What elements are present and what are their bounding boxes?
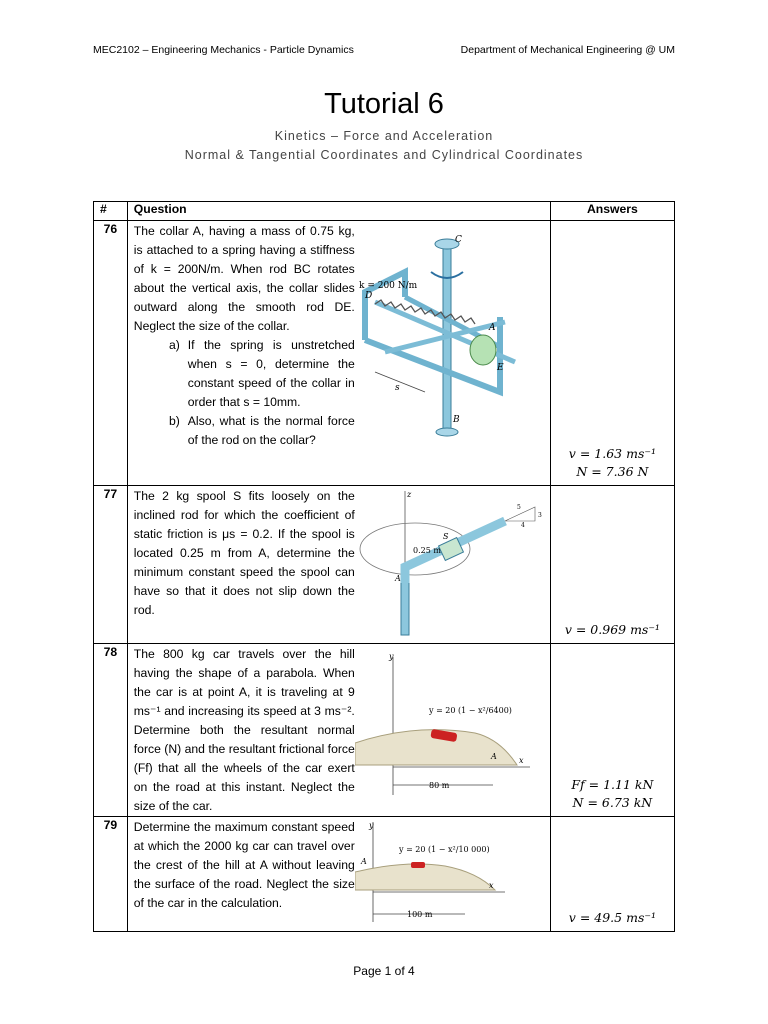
answer-friction-force: Ff = 1.11 kN bbox=[571, 777, 654, 792]
answer-speed: v = 1.63 ms⁻¹ bbox=[568, 446, 656, 461]
bottom-cap bbox=[436, 428, 458, 436]
sub-question bbox=[134, 336, 355, 412]
question-text: The collar A, having a mass of 0.75 kg, is attached to a spring having a stiffness of k = 200N/m. When rod BC rotates about the vertical axis, the collar slides outward along the smooth rod DE. Neglect the size of the collar. bbox=[133, 224, 355, 333]
curve-equation: y = 20 (1 − x²/10 000) bbox=[398, 845, 490, 854]
header-department: Department of Mechanical Engineering @ UM bbox=[460, 44, 675, 56]
question-number: 78 bbox=[94, 644, 128, 817]
table-row bbox=[94, 644, 675, 817]
sub-question bbox=[134, 412, 355, 450]
label-a: A bbox=[490, 752, 497, 761]
sub-question-text: If the spring is unstretched when s = 0, determine the constant speed of the collar in order that s = 10mm. bbox=[187, 338, 355, 409]
answer-speed: v = 49.5 ms⁻¹ bbox=[568, 910, 656, 925]
hill-crest-diagram bbox=[355, 818, 545, 928]
collar bbox=[470, 335, 496, 365]
parabola-hill-diagram bbox=[355, 645, 545, 810]
hill bbox=[355, 864, 495, 890]
car bbox=[411, 862, 425, 868]
label-s: S bbox=[442, 532, 449, 541]
label-four: 4 bbox=[520, 522, 525, 529]
s-dimension bbox=[375, 372, 425, 392]
subtitle-kinetics: Kinetics – Force and Acceleration bbox=[274, 129, 494, 143]
question-text: Determine the maximum constant speed at which the 2000 kg car can travel over the crest of the hill at A without leaving the surface of the road. Neglect the size of the car in the calculation. bbox=[133, 820, 355, 910]
header-answers: Answers bbox=[550, 202, 674, 221]
label-a: A bbox=[360, 857, 367, 866]
vertical-rod bbox=[401, 579, 409, 635]
label-d: D bbox=[364, 291, 372, 301]
spool-figure bbox=[355, 487, 545, 640]
page-footer: Page 1 of 4 bbox=[353, 964, 415, 978]
question-text: The 800 kg car travels over the hill having the shape of a parabola. When the car is at point A, it is traveling at 9 ms⁻¹ and increasing its speed at 3 ms⁻². Determine both the resultant normal force (N) and the resultant frictional force (Ff) that all the wheels of the car exert on the road at this instant. Neglect the size of the car. bbox=[133, 647, 355, 813]
sub-question-label: a) bbox=[168, 338, 180, 352]
table-row bbox=[94, 486, 675, 644]
question-number: 76 bbox=[94, 221, 128, 486]
label-b: B bbox=[452, 415, 460, 425]
header-question: Question bbox=[127, 202, 550, 221]
sub-question-label: b) bbox=[168, 414, 180, 428]
label-s: s bbox=[394, 383, 400, 393]
spring-label: k = 200 N/m bbox=[358, 281, 417, 291]
question-number: 77 bbox=[94, 486, 128, 644]
label-x: x bbox=[518, 756, 524, 765]
header-num: # bbox=[94, 202, 128, 221]
table-row bbox=[94, 221, 675, 486]
label-five: 5 bbox=[516, 504, 521, 511]
page-title: Tutorial 6 bbox=[324, 88, 444, 120]
collar-spring-figure bbox=[355, 222, 545, 450]
dist-label: 100 m bbox=[406, 910, 433, 919]
label-a: A bbox=[488, 323, 496, 333]
label-three: 3 bbox=[537, 512, 542, 519]
spring bbox=[375, 300, 475, 324]
answer-normal-force: N = 7.36 N bbox=[576, 464, 649, 479]
question-number: 79 bbox=[94, 817, 128, 932]
spool-diagram bbox=[355, 487, 545, 637]
label-y: y bbox=[388, 652, 394, 661]
hill-crest-figure bbox=[355, 818, 545, 931]
subtitle-coordinates: Normal & Tangential Coordinates and Cylindrical Coordinates bbox=[184, 148, 584, 162]
tutorial-table bbox=[93, 201, 675, 932]
answer-normal-force: N = 6.73 kN bbox=[572, 795, 653, 810]
label-a: A bbox=[394, 574, 401, 583]
label-c: C bbox=[454, 235, 462, 245]
header-course: MEC2102 – Engineering Mechanics - Particle Dynamics bbox=[93, 44, 354, 56]
question-text: The 2 kg spool S fits loosely on the inclined rod for which the coefficient of static friction is μs = 0.2. If the spool is located 0.25 m from A, determine the minimum constant speed the spool can have so that it does not slip down the rod. bbox=[133, 489, 355, 617]
collar-spring-diagram bbox=[355, 222, 545, 447]
label-y: y bbox=[368, 821, 374, 830]
label-z: z bbox=[406, 490, 411, 499]
curve-equation: y = 20 (1 − x²/6400) bbox=[428, 706, 512, 715]
dist-label: 80 m bbox=[428, 781, 450, 790]
table-row bbox=[94, 817, 675, 932]
dist-label: 0.25 m bbox=[412, 546, 441, 555]
parabola-hill-figure bbox=[355, 645, 545, 816]
label-x: x bbox=[488, 881, 494, 890]
sub-question-text: Also, what is the normal force of the rod on the collar? bbox=[187, 414, 355, 447]
label-e: E bbox=[496, 363, 504, 373]
answer-speed: v = 0.969 ms⁻¹ bbox=[564, 622, 660, 637]
table-header-row bbox=[94, 202, 675, 221]
